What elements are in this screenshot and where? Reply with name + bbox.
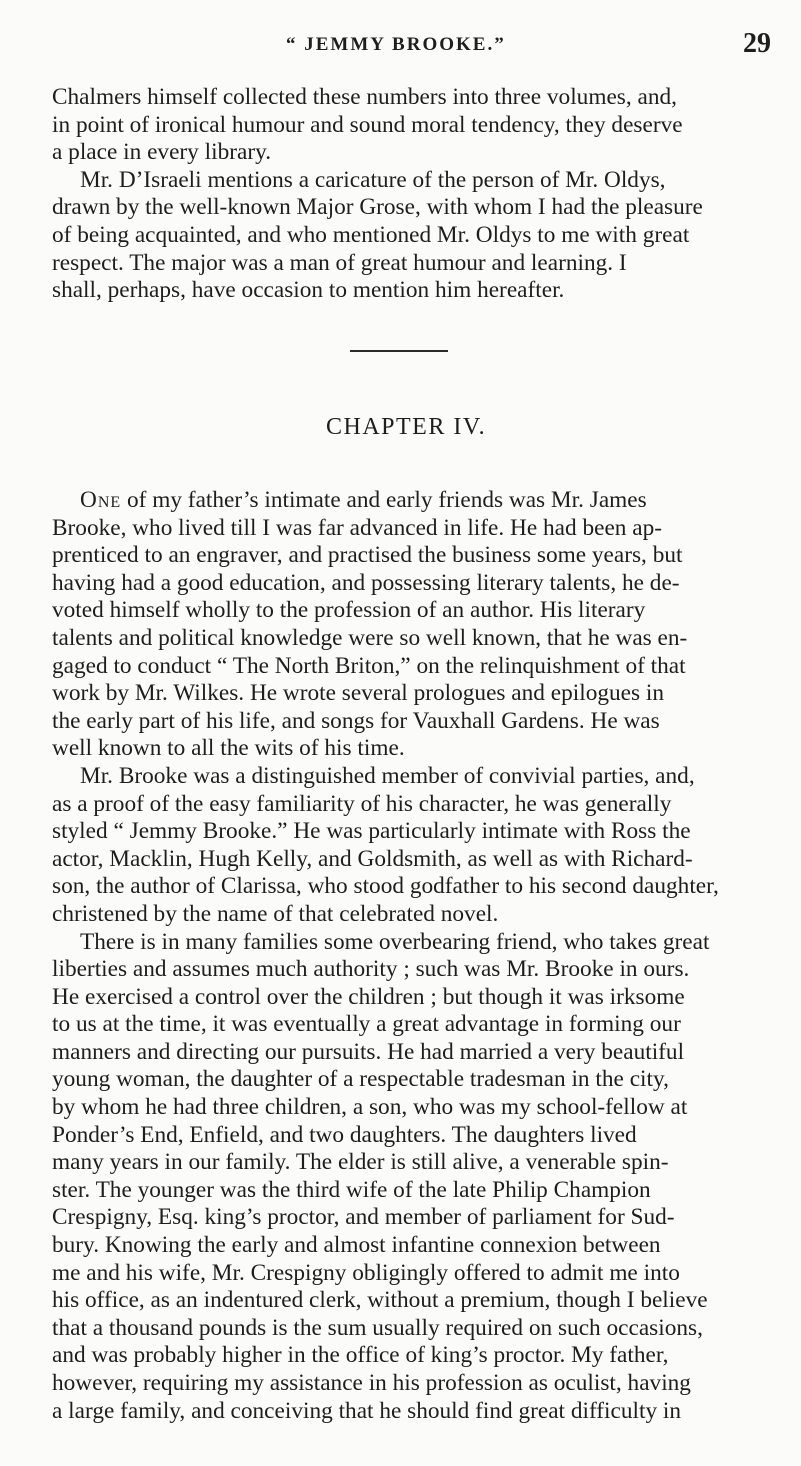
text-line: bury. Knowing the early and almost infantine connexion between bbox=[52, 1232, 661, 1259]
text-line: styled “ Jemmy Brooke.” He was particularly intimate with Ross the bbox=[52, 818, 691, 845]
text-line: ster. The younger was the third wife of the late Philip Champion bbox=[52, 1176, 651, 1203]
paragraph-disraeli bbox=[52, 167, 788, 305]
text-line: actor, Macklin, Hugh Kelly, and Goldsmith, as well as with Richard- bbox=[52, 845, 693, 872]
section-divider-rule bbox=[350, 350, 448, 352]
text-line: Crespigny, Esq. king’s proctor, and member of parliament for Sud- bbox=[52, 1204, 675, 1231]
text-line: many years in our family. The elder is still alive, a venerable spin- bbox=[52, 1149, 669, 1176]
text-line: to us at the time, it was eventually a great advantage in forming our bbox=[52, 1011, 681, 1038]
text-line: Ponder’s End, Enfield, and two daughters. The daughters lived bbox=[52, 1121, 637, 1148]
text-line: There is in many families some overbearing friend, who takes great bbox=[80, 928, 710, 955]
text-line: christened by the name of that celebrated novel. bbox=[52, 900, 499, 927]
running-head bbox=[0, 26, 801, 62]
text-line: having had a good education, and possessing literary talents, he de- bbox=[52, 569, 680, 596]
top-text-block bbox=[52, 84, 788, 305]
paragraph-convivial bbox=[52, 763, 788, 929]
chapter-heading: CHAPTER IV. bbox=[326, 414, 487, 440]
text-line: however, requiring my assistance in his profession as oculist, having bbox=[52, 1370, 691, 1396]
text-line: voted himself wholly to the profession of an author. His literary bbox=[52, 597, 646, 624]
text-line: well known to all the wits of his time. bbox=[52, 735, 405, 762]
text-line: liberties and assumes much authority ; such was Mr. Brooke in ours. bbox=[52, 956, 690, 983]
text-line: as a proof of the easy familiarity of his character, he was generally bbox=[52, 790, 672, 817]
text-line: a large family, and conceiving that he should find great difficulty in bbox=[52, 1397, 682, 1424]
text-line: by whom he had three children, a son, who was my school-fellow at bbox=[52, 1094, 688, 1121]
text-line: drawn by the well-known Major Grose, with whom I had the pleasure bbox=[52, 194, 703, 221]
text-line: a place in every library. bbox=[52, 139, 272, 166]
text-line-first bbox=[52, 487, 788, 515]
text-line: work by Mr. Wilkes. He wrote several prologues and epilogues in bbox=[52, 680, 664, 707]
text-line: shall, perhaps, have occasion to mention him hereafter. bbox=[52, 277, 565, 304]
text-line: me and his wife, Mr. Crespigny obligingly offered to admit me into bbox=[52, 1259, 680, 1286]
text-line: that a thousand pounds is the sum usually required on such occasions, bbox=[52, 1314, 703, 1341]
text-line: Chalmers himself collected these numbers into three volumes, and, bbox=[52, 84, 677, 110]
paragraph-chapter-opening bbox=[52, 487, 788, 763]
text-line: young woman, the daughter of a respectable tradesman in the city, bbox=[52, 1066, 669, 1093]
text-line: of being acquainted, and who mentioned Mr. Oldys to me with great bbox=[52, 221, 690, 248]
text-line: Brooke, who lived till I was far advanced in life. He had been ap- bbox=[52, 514, 663, 541]
text-line: Mr. D’Israeli mentions a caricature of the person of Mr. Oldys, bbox=[80, 166, 666, 193]
running-title: “ JEMMY BROOKE.” bbox=[286, 34, 506, 55]
text-line: his office, as an indentured clerk, without a premium, though I believe bbox=[52, 1287, 708, 1314]
text-line: respect. The major was a man of great humour and learning. I bbox=[52, 249, 627, 276]
text-line: manners and directing our pursuits. He had married a very beautiful bbox=[52, 1038, 685, 1065]
paragraph-overbearing-friend bbox=[52, 929, 788, 1426]
text-line: talents and political knowledge were so well known, that he was en- bbox=[52, 624, 688, 651]
chapter-text-block bbox=[52, 487, 788, 1425]
text-line: in point of ironical humour and sound moral tendency, they deserve bbox=[52, 111, 683, 138]
text-line: son, the author of Clarissa, who stood godfather to his second daughter, bbox=[52, 873, 719, 900]
text-line: gaged to conduct “ The North Briton,” on the relinquishment of that bbox=[52, 652, 686, 679]
text-line: the early part of his life, and songs for Vauxhall Gardens. He was bbox=[52, 707, 660, 734]
text-line: and was probably higher in the office of king’s proctor. My father, bbox=[52, 1342, 669, 1369]
first-line-rest: of my father’s intimate and early friends was Mr. James bbox=[121, 487, 647, 513]
text-line: He exercised a control over the children ; but though it was irksome bbox=[52, 983, 685, 1010]
drop-word: One bbox=[80, 487, 122, 513]
text-line: Mr. Brooke was a distinguished member of convivial parties, and, bbox=[80, 762, 695, 789]
paragraph-chalmers bbox=[52, 84, 788, 167]
text-line: prenticed to an engraver, and practised the business some years, but bbox=[52, 542, 683, 569]
page-number: 29 bbox=[743, 28, 771, 59]
